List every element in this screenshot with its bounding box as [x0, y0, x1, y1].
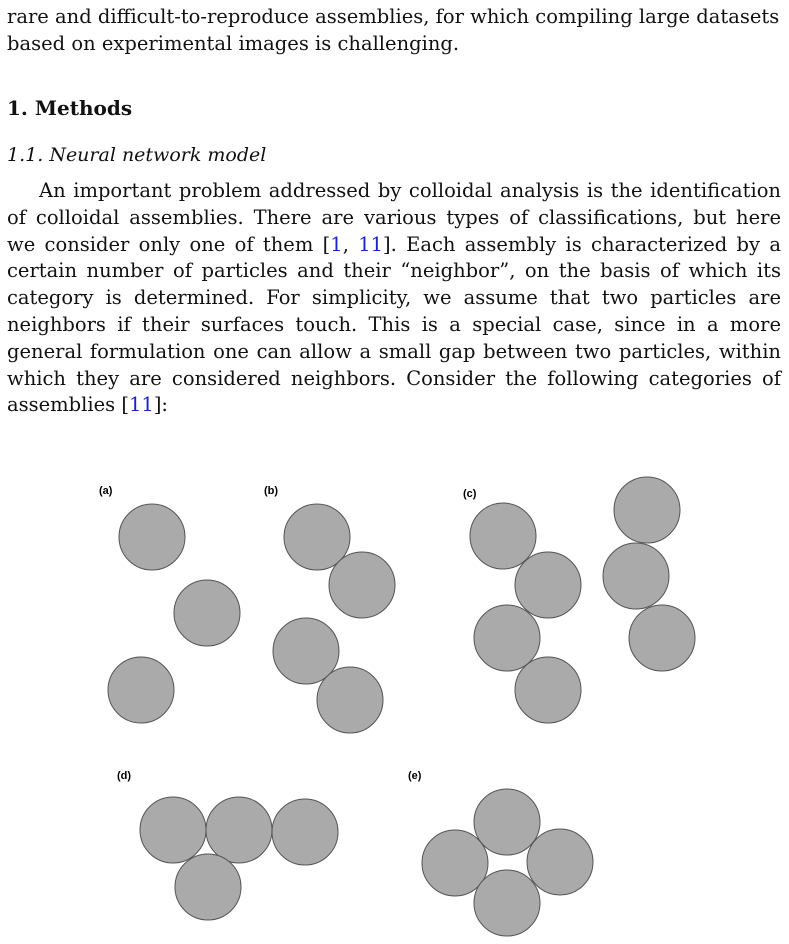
section-heading — [7, 96, 132, 120]
particle — [329, 552, 395, 618]
paragraph-line-7: general formulation one can allow a small gap between two particles, within — [7, 339, 781, 363]
particle — [527, 829, 593, 895]
particle — [174, 580, 240, 646]
assemblies-figure — [0, 470, 789, 944]
panel-a-particles — [108, 504, 240, 723]
subsection-heading — [7, 144, 266, 166]
paragraph-line-2: of colloidal assemblies. There are various types of classifications, but here — [7, 205, 781, 229]
citation-link-1[interactable]: 1 — [330, 232, 343, 256]
citation-link-11[interactable]: 11 — [358, 232, 384, 256]
particle — [515, 552, 581, 618]
paragraph-line-3-post: ]. Each assembly is characterized by a — [383, 232, 781, 256]
particle — [119, 504, 185, 570]
paragraph-line-9-pre: assemblies [ — [7, 393, 129, 417]
particle — [474, 789, 540, 855]
paragraph-line-3 — [7, 232, 781, 259]
intro-line-2: based on experimental images is challenging. — [7, 31, 460, 55]
panel-c-particles — [470, 477, 695, 723]
paragraph-line-6: neighbors if their surfaces touch. This is a special case, since in a more — [7, 312, 781, 336]
panel-b-particles — [273, 504, 395, 733]
particle — [629, 605, 695, 671]
particle — [272, 799, 338, 865]
citation-link-11-second[interactable]: 11 — [128, 393, 154, 417]
particle — [317, 667, 383, 733]
particle — [108, 657, 174, 723]
paragraph-line-8: which they are considered neighbors. Consider the following categories of — [7, 366, 781, 390]
intro-text — [7, 4, 781, 58]
panel-d-particles — [140, 797, 338, 920]
subsection-title: Neural network model — [49, 144, 267, 166]
particle — [603, 543, 669, 609]
particle — [175, 854, 241, 920]
particle — [474, 870, 540, 936]
panel-label-b: (b) — [264, 485, 279, 497]
particle — [140, 797, 206, 863]
paragraph-line-9-post: ]: — [153, 393, 168, 417]
paragraph-line-3-sep: , — [342, 232, 359, 256]
particle — [614, 477, 680, 543]
panel-label-d: (d) — [117, 770, 132, 782]
body-paragraph — [7, 178, 781, 419]
panel-e-particles — [422, 789, 593, 936]
section-number: 1. — [7, 96, 28, 120]
assemblies-figure-svg — [0, 470, 789, 944]
particle — [515, 657, 581, 723]
section-title: Methods — [34, 96, 133, 120]
subsection-number: 1.1. — [7, 144, 44, 166]
paragraph-line-3-pre: we consider only one of them [ — [7, 232, 331, 256]
intro-line-1: rare and difficult-to-reproduce assemblies, for which compiling large datasets — [7, 5, 780, 28]
panel-label-c: (c) — [463, 488, 477, 500]
particle — [206, 797, 272, 863]
paragraph-line-9 — [7, 392, 781, 419]
paragraph-line-4: certain number of particles and their “neighbor”, on the basis of which its — [7, 259, 781, 283]
paragraph-line-1: An important problem addressed by colloidal analysis is the identification — [39, 179, 781, 202]
particle — [474, 605, 540, 671]
panel-label-e: (e) — [408, 770, 422, 782]
panel-label-a: (a) — [99, 485, 113, 497]
paragraph-line-5: category is determined. For simplicity, we assume that two particles are — [7, 286, 781, 310]
particle — [470, 503, 536, 569]
